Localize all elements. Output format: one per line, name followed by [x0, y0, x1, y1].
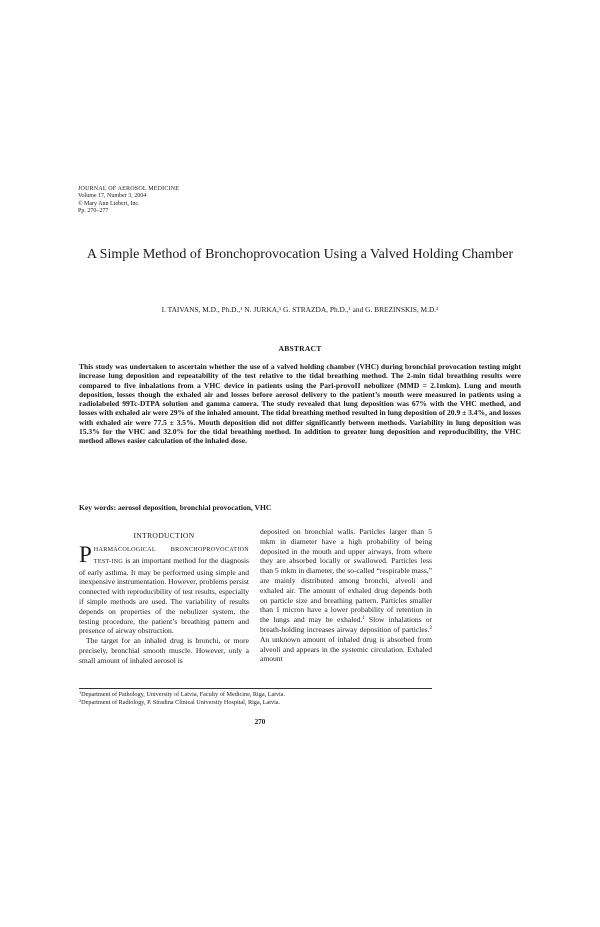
footnote-2-mark: 2	[79, 698, 82, 704]
footnote-1	[79, 691, 285, 699]
keywords: Key words: aerosol deposition, bronchial provocation, VHC	[79, 503, 272, 512]
footnote-2-text: Department of Radiology, P. Stradina Clinical University Hospital, Riga, Latvia.	[81, 699, 281, 707]
intro-paragraph-1-body: is an important method for the diagnosis of early asthma. It may be performed using simple and inexpensive instrumentation. However, problems persist connected with reproducibility of test results, especially if simple methods are used. The variability of results depends on properties of the nebulizer system, the testing procedure, the patient’s breathing pattern and presence of airway obstruction.	[79, 555, 249, 636]
journal-publisher: © Mary Ann Liebert, Inc.	[78, 200, 140, 207]
footnote-2	[79, 699, 285, 707]
footnote-1-mark: 1	[79, 690, 82, 695]
journal-info	[78, 186, 179, 216]
footnotes	[79, 691, 285, 707]
journal-volume: Volume 17, Number 3, 2004	[78, 193, 147, 200]
paragraph-3-text-b: Slow inhalations or breath-holding increases airway deposition of particles.	[260, 615, 432, 634]
intro-paragraph-2: The target for an inhaled drug is bronchi, or more precisely, bronchial smooth muscle. However, only a small amount of inhaled aerosol is	[79, 636, 249, 665]
journal-pages: Pp. 270–277	[78, 208, 109, 215]
left-column	[79, 544, 249, 666]
lead-in-smallcaps: HARMACOLOGICAL BRONCHOPROVOCATION TEST-ING	[93, 547, 249, 565]
paragraph-3-text-a: deposited on bronchial walls. Particles larger than 5 mkm in diameter have a high probability of being deposited in the mouth and upper airways, from where they are absorbed locally or swallowed. Particles less than 5 mkm in diameter, the so-called “respirable mass,” are mainly distributed among bronchi, alveoli and exhaled air. The amount of exhaled drug depends both on particle size and breathing pattern. Particles smaller than 1 micron have a lower probability of retention in the lungs and may be exhaled.	[260, 527, 432, 625]
footnote-divider	[79, 688, 432, 689]
paragraph-3-text-c: An unknown amount of inhaled drug is absorbed from alveoli and appears in the systemic circulation. Exhaled amount	[260, 634, 432, 664]
journal-name: JOURNAL OF AEROSOL MEDICINE	[78, 186, 180, 192]
abstract-text: This study was undertaken to ascertain whether the use of a valved holding chamber (VHC) during bronchial provocation testing might increase lung deposition and repeatability of the test relative to the tidal breathing method. The 2-min tidal breathing results were compared to five inhalations from a VHC device in patients using the Pari-provoII nebulizer (MMD = 2.1mkm). Lung and mouth deposition, losses though the exhaled air and losses before aerosol delivery to the patient’s mouth were measured in patients using a radiolabeled 99Tc-DTPA solution and gamma camera. The study revealed that lung deposition was 67% with the VHC method, and losses with exhaled air were 29% of the inhaled amount. The tidal breathing method resulted in lung deposition of 20.9 ± 3.4%, and losses with exhaled air were 77.5 ± 3.5%. Mouth deposition did not differ significantly between methods. Variability in lung deposition was 15.3% for the VHC and 32.0% for the tidal breathing method. In addition to greater lung deposition and reproducibility, the VHC method allows easier calculation of the inhaled dose.	[79, 362, 521, 446]
citation-2: 2	[429, 625, 432, 631]
page-number: 270	[254, 718, 266, 726]
abstract-heading: ABSTRACT	[278, 344, 322, 353]
footnote-1-text: Department of Pathology, University of Latvia, Faculty of Medicine, Riga, Latvia.	[81, 691, 286, 698]
introduction-heading: INTRODUCTION	[133, 531, 195, 540]
intro-paragraph-1	[79, 544, 249, 636]
intro-paragraph-3	[260, 527, 432, 664]
drop-cap: P	[79, 542, 92, 567]
author-list: I. TAIVANS, M.D., Ph.D.,¹ N. JURKA,¹ G. STRAZDA, Ph.D.,¹ and G. BREZINSKIS, M.D.²	[161, 305, 439, 314]
citation-1: 1	[362, 616, 365, 622]
paper-title: A Simple Method of Bronchoprovocation Using a Valved Holding Chamber	[86, 247, 514, 262]
right-column	[260, 527, 432, 664]
